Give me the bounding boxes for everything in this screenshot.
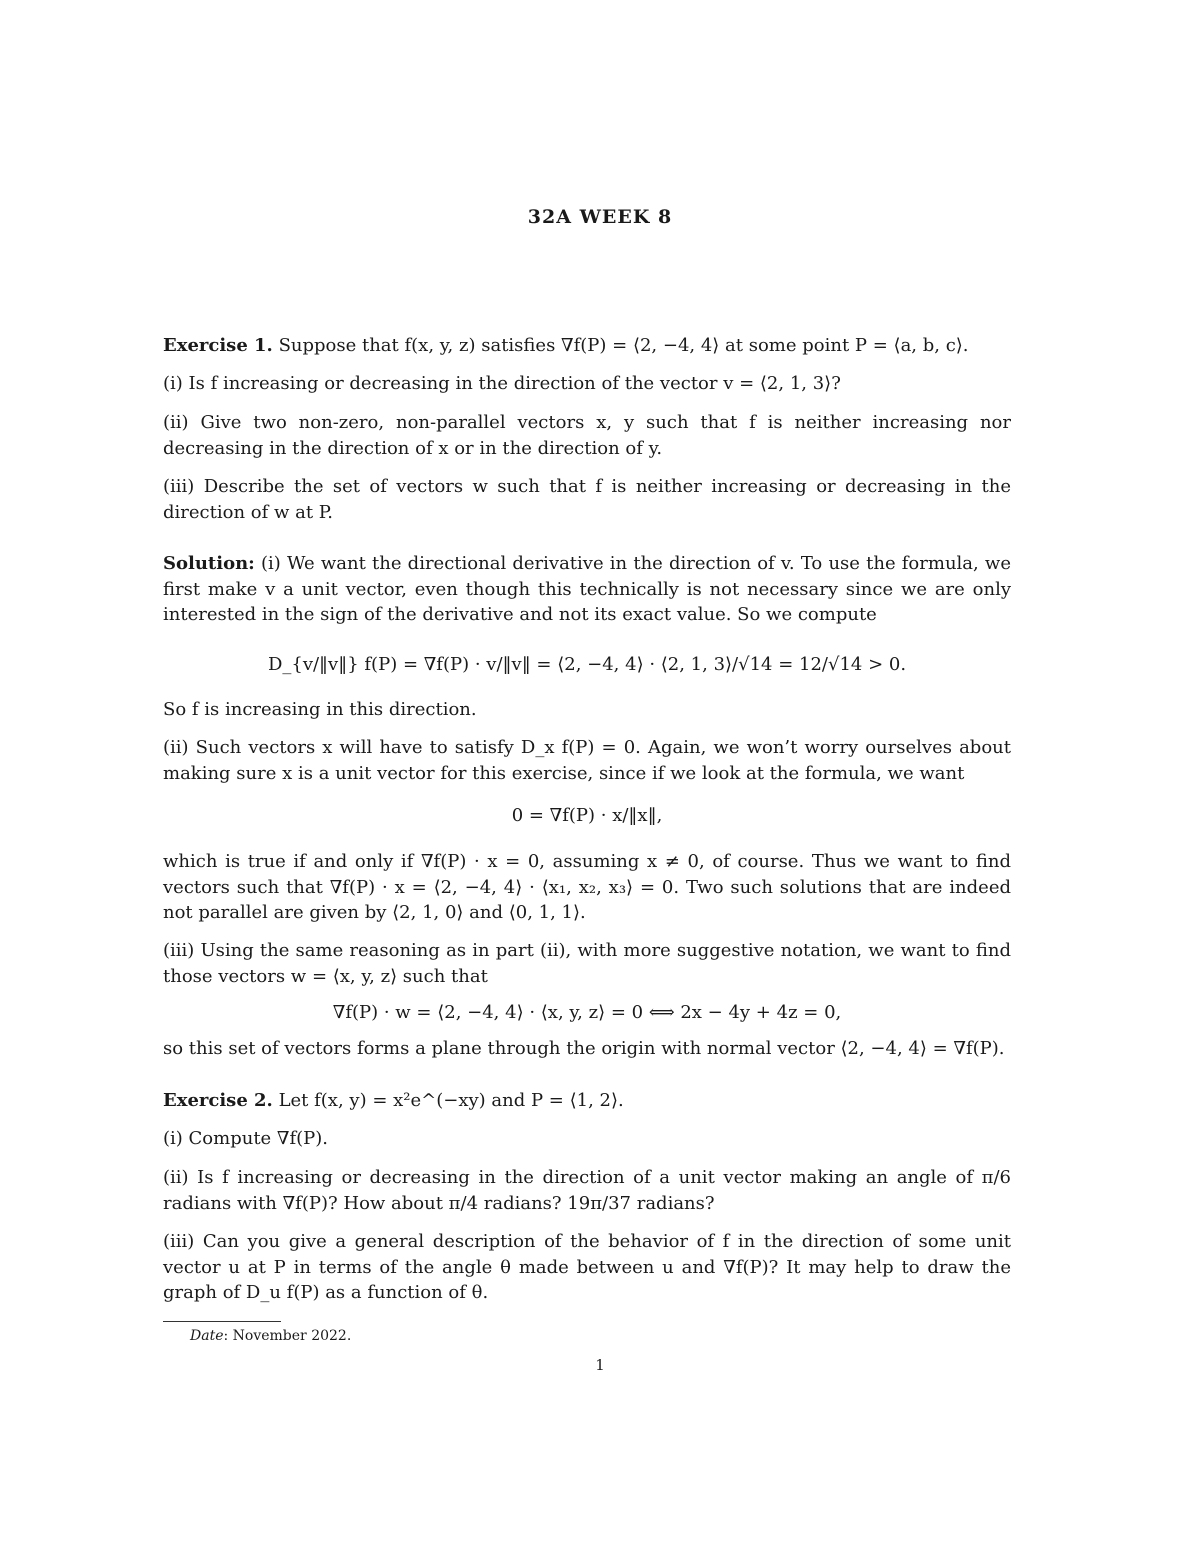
exercise-1-part-ii: (ii) Give two non-zero, non-parallel vectors x, y such that f is neither increasing nor decreasing in the direction of x or in the direction of y. (163, 412, 1011, 459)
solution-part-ii: (ii) Such vectors x will have to satisfy D_x f(P) = 0. Again, we won’t worry ourselves about making sure x is a unit vector for this exercise, since if we look at the formula, we want (163, 737, 1011, 784)
exercise-2-label: Exercise 2. (163, 1090, 273, 1111)
exercise-1-text: Suppose that f(x, y, z) satisfies ∇f(P) = ⟨2, −4, 4⟩ at some point P = ⟨a, b, c⟩. (278, 335, 969, 356)
solution-part-iii-conclusion: so this set of vectors forms a plane through the origin with normal vector ⟨2, −4, 4⟩ = ∇f(P). (163, 1038, 1005, 1059)
footnote-text: : November 2022. (223, 1328, 352, 1344)
page-title: 32A WEEK 8 (527, 206, 673, 228)
exercise-1-label: Exercise 1. (163, 335, 273, 356)
exercise-2-text: Let f(x, y) = x²e^(−xy) and P = ⟨1, 2⟩. (278, 1090, 624, 1111)
exercise-1-statement (163, 333, 1011, 359)
solution-label: Solution: (163, 553, 255, 574)
footnote (190, 1328, 351, 1344)
solution-part-ii-continued: which is true if and only if ∇f(P) · x = 0, assuming x ≠ 0, of course. Thus we want to find vectors such that ∇f(P) · x = ⟨2, −4, 4⟩ · ⟨x₁, x₂, x₃⟩ = 0. Two such solutions that are indeed not parallel are given by ⟨2, 1, 0⟩ and ⟨0, 1, 1⟩. (163, 851, 1011, 923)
solution-part-iii: (iii) Using the same reasoning as in part (ii), with more suggestive notation, we want to find those vectors w = ⟨x, y, z⟩ such that (163, 940, 1011, 987)
equation-directional-derivative: D_{v/‖v‖} f(P) = ∇f(P) · v/‖v‖ = ⟨2, −4, 4⟩ · ⟨2, 1, 3⟩/√14 = 12/√14 > 0. (267, 654, 907, 675)
exercise-2-part-ii: (ii) Is f increasing or decreasing in the direction of a unit vector making an angle of π/6 radians with ∇f(P)? How about π/4 radians? 19π/37 radians? (163, 1167, 1011, 1214)
exercise-1-part-iii: (iii) Describe the set of vectors w such that f is neither increasing or decreasing in the direction of w at P. (163, 476, 1011, 523)
exercise-2-part-iii: (iii) Can you give a general description of the behavior of f in the direction of some unit vector u at P in terms of the angle θ made between u and ∇f(P)? It may help to draw the graph of D_u f(P) as a function of θ. (163, 1231, 1011, 1303)
solution-part-i (163, 551, 1011, 628)
solution-part-i-text: (i) We want the directional derivative in the direction of v. To use the formula, we first make v a unit vector, even though this technically is not necessary since we are only interested in the sign of the derivative and not its exact value. So we compute (163, 553, 1011, 625)
equation-zero-derivative: 0 = ∇f(P) · x/‖x‖, (511, 805, 663, 826)
footnote-rule (163, 1321, 281, 1322)
footnote-label: Date (190, 1328, 224, 1344)
exercise-1-part-i: (i) Is f increasing or decreasing in the direction of the vector v = ⟨2, 1, 3⟩? (163, 373, 841, 394)
exercise-2-statement (163, 1088, 1011, 1114)
page-number: 1 (595, 1356, 605, 1374)
equation-plane: ∇f(P) · w = ⟨2, −4, 4⟩ · ⟨x, y, z⟩ = 0 ⟺ 2x − 4y + 4z = 0, (332, 1002, 842, 1023)
exercise-2-part-i: (i) Compute ∇f(P). (163, 1128, 329, 1149)
solution-conclusion-i: So f is increasing in this direction. (163, 699, 477, 720)
